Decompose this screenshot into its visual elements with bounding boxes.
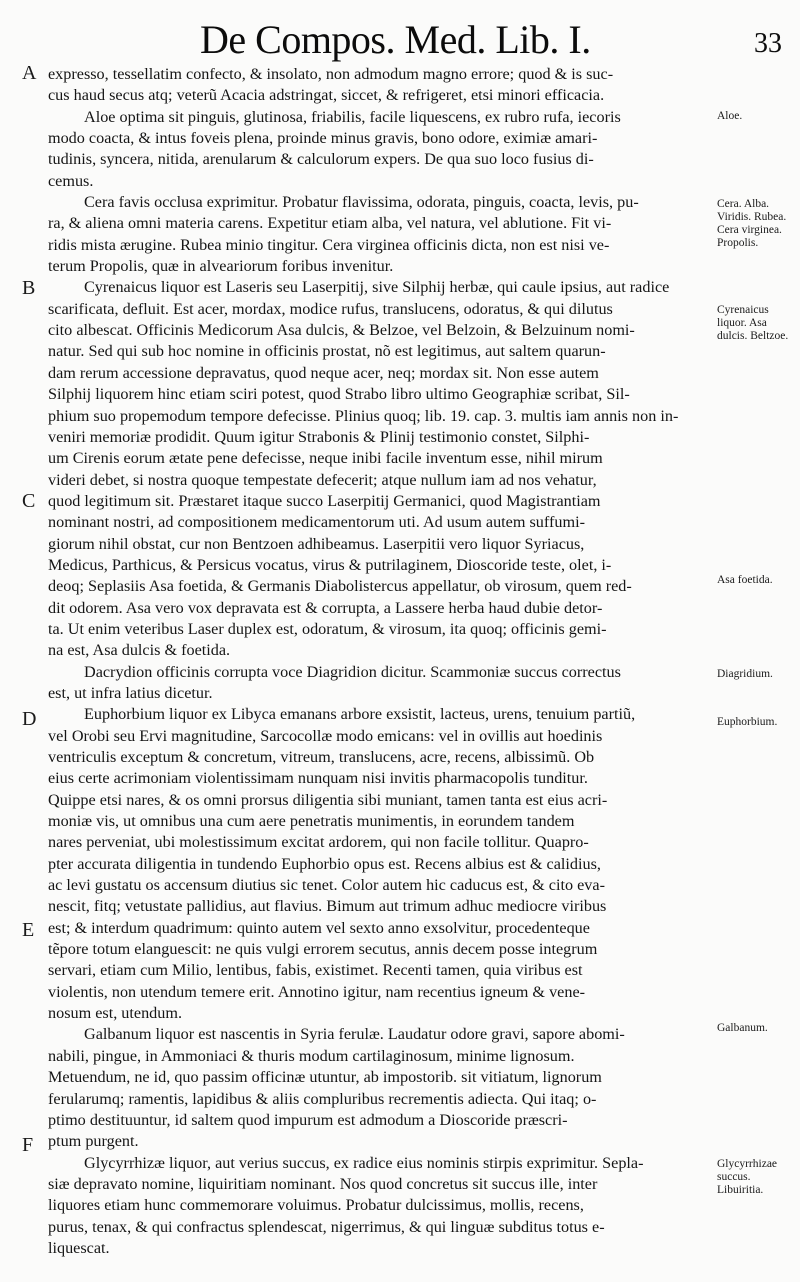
text-line: Dacrydion officinis corrupta voce Diagridion dicitur. Scammoniæ succus correctus bbox=[84, 662, 621, 681]
margin-letter-c: C bbox=[22, 490, 36, 512]
margin-note-galbanum: Galbanum. bbox=[717, 1022, 768, 1034]
paragraph-cera bbox=[48, 192, 712, 277]
text-line: Cyrenaicus liquor est Laseris seu Laserpitij, sive Silphij herbæ, qui caule ipsius, aut radice bbox=[84, 278, 670, 297]
text-line: deoq; Seplasiis Asa foetida, & Germanis Diabolistercus appellatur, ob virosum, quem red- bbox=[48, 577, 632, 596]
margin-note-asa-foetida: Asa foetida. bbox=[717, 574, 773, 586]
text-line: expresso, tessellatim confecto, & insolato, non admodum magno errore; quod & is suc- bbox=[48, 65, 614, 83]
text-line: dit odorem. Asa vero vox depravata est & corrupta, a Lassere herba haud dubie detor- bbox=[48, 598, 603, 617]
margin-letter-b: B bbox=[22, 277, 36, 299]
text-line: est; & interdum quadrimum: quinto autem vel sexto anno exsolvitur, procedenteque bbox=[48, 918, 590, 937]
text-line: purus, tenax, & qui confractus splendescat, nigerrimus, & qui linguæ subditus totus e- bbox=[48, 1217, 605, 1236]
text-line: cito albescat. Officinis Medicorum Asa dulcis, & Belzoe, vel Belzoin, & Belzuinum nomi- bbox=[48, 321, 635, 340]
text-line: liquescat. bbox=[48, 1238, 110, 1257]
text-line: natur. Sed qui sub hoc nomine in officinis prostat, nõ est legitimus, aut saltem quarun- bbox=[48, 342, 606, 361]
margin-note-aloe: Aloe. bbox=[717, 110, 743, 122]
text-line: violentis, non utendum temere erit. Annotino igitur, nam recentius igneum & vene- bbox=[48, 982, 586, 1001]
margin-note-euphorbium: Euphorbium. bbox=[717, 716, 778, 728]
text-line: tudinis, syncera, nitida, arenularum & calculorum expers. De qua suo loco fusius di- bbox=[48, 150, 594, 169]
paragraph-galbanum bbox=[48, 1024, 712, 1152]
text-line: um Cirenis eorum ætate pene defecisse, neque inibi facile inventum esse, nihil mirum bbox=[48, 449, 603, 468]
paragraph-euphorbium bbox=[48, 704, 712, 1024]
text-line: veniri memoriæ prodidit. Quum igitur Strabonis & Plinij testimonio constet, Silphi- bbox=[48, 427, 590, 446]
text-line: Silphij liquorem hinc etiam sciri potest, quod Strabo libro ultimo Geographiæ scribat, Sil- bbox=[48, 385, 630, 404]
text-line: cus haud secus atq; veterũ Acacia adstringat, siccet, & refrigeret, etsi minori efficacia. bbox=[48, 86, 605, 105]
text-line: Metuendum, ne id, quo passim officinæ utuntur, ab impostorib. sit vitiatum, lignorum bbox=[48, 1068, 602, 1087]
main-text-column bbox=[48, 64, 712, 1259]
text-line: Quippe etsi nares, & os omni prorsus diligentia sibi muniant, tamen tanta est eius acri- bbox=[48, 790, 608, 809]
text-line: tẽpore totum elanguescit: ne quis vulgi errorem secutus, annis decem posse integrum bbox=[48, 940, 598, 959]
text-line: Cera favis occlusa exprimitur. Probatur flavissima, odorata, pinguis, coacta, levis, pu- bbox=[84, 193, 639, 212]
margin-letter-d: D bbox=[22, 708, 37, 730]
text-line: liquores etiam hunc commemorare voluimus. Probatur dulcissimus, mollis, recens, bbox=[48, 1196, 584, 1215]
text-line: ta. Ut enim veteribus Laser duplex est, odoratum, & virosum, ita quoq; officinis gemi- bbox=[48, 619, 607, 638]
text-line: Glycyrrhizæ liquor, aut verius succus, ex radice eius nominis stirpis exprimitur. Sepla- bbox=[84, 1153, 644, 1172]
margin-note-diagridium: Diagridium. bbox=[717, 668, 773, 680]
margin-letter-a: A bbox=[22, 62, 37, 84]
text-line: terum Propolis, quæ in alveariorum foribus invenitur. bbox=[48, 257, 394, 276]
text-line: Aloe optima sit pinguis, glutinosa, friabilis, facile liquescens, ex rubro rufa, iecoris bbox=[84, 107, 621, 126]
text-line: ventriculis exceptum & concretum, vitreum, translucens, acre, recens, albissimũ. Ob bbox=[48, 748, 595, 766]
text-line: phium suo propemodum tempore defecisse. Plinius quoq; lib. 19. cap. 3. multis iam annis non in- bbox=[48, 406, 679, 425]
margin-note-cera: Cera. Alba. Viridis. Rubea. Cera virginea. Propolis. bbox=[717, 198, 787, 249]
margin-letter-f: F bbox=[22, 1134, 34, 1156]
text-line: eius certe acrimoniam violentissimam nunquam nisi invitis pharmacopolis tunditur. bbox=[48, 769, 588, 788]
text-line: moniæ vis, ut omnibus una cum aere penetratis munimentis, in eorundem tandem bbox=[48, 812, 575, 831]
paragraph-cyrenaicus bbox=[48, 277, 712, 661]
text-line: ridis mista ærugine. Rubea minio tingitur. Cera virginea officinis dicta, non est nisi ve- bbox=[48, 235, 610, 254]
running-title: De Compos. Med. Lib. I. bbox=[200, 17, 591, 62]
text-line: ac levi gustatu os accensum diutius sic tenet. Color autem hic caducus est, & cito eva- bbox=[48, 876, 605, 895]
text-line: videri debet, si nostra quoque tempestate defecerit; atque nullum iam ad nos vehatur, bbox=[48, 470, 597, 489]
text-line: siæ depravato nomine, liquiritiam nominant. Nos quod concretus sit succus ille, inter bbox=[48, 1174, 598, 1193]
text-line: nescit, fitq; vetustate pallidius, aut flavius. Bimum aut trimum adhuc mediocre viribus bbox=[48, 897, 607, 916]
text-line: est, ut infra latius dicetur. bbox=[48, 683, 213, 702]
paragraph-acacia-end bbox=[48, 64, 712, 107]
margin-note-cyrenaicus: Cyrenaicus liquor. Asa dulcis. Beltzoe. bbox=[717, 304, 789, 342]
text-line: quod legitimum sit. Præstaret itaque succo Laserpitij Germanici, quod Magistrantiam bbox=[48, 491, 601, 510]
text-line: ra, & aliena omni materia carens. Expetitur etiam alba, vel natura, vel ablutione. Fit vi- bbox=[48, 214, 612, 233]
page-number: 33 bbox=[754, 28, 782, 59]
page-header bbox=[0, 10, 800, 64]
text-line: nares perveniat, ubi molestissimum excitat ardorem, qui non facile tollitur. Quapro- bbox=[48, 833, 589, 852]
margin-letter-e: E bbox=[22, 919, 35, 941]
text-line: nabili, pingue, in Ammoniaci & thuris modum cartilaginosum, minime lignosum. bbox=[48, 1046, 575, 1065]
text-line: ferularumq; ramentis, lapidibus & aliis compluribus recrementis adiecta. Qui itaq; o- bbox=[48, 1089, 597, 1108]
text-line: cemus. bbox=[48, 171, 94, 190]
text-line: na est, Asa dulcis & foetida. bbox=[48, 641, 231, 660]
text-line: Galbanum liquor est nascentis in Syria ferulæ. Laudatur odore gravi, sapore abomi- bbox=[84, 1025, 625, 1044]
text-line: ptum purgent. bbox=[48, 1132, 139, 1151]
paragraph-glycyrrhiza bbox=[48, 1153, 712, 1260]
text-line: pter accurata diligentia in tundendo Euphorbio opus est. Recens albius est & calidius, bbox=[48, 854, 601, 873]
paragraph-dacrydion bbox=[48, 662, 712, 705]
text-line: nosum est, utendum. bbox=[48, 1004, 182, 1023]
paragraph-aloe bbox=[48, 107, 712, 192]
text-line: nominant nostri, ad compositionem medicamentorum uti. Ad usum autem suffumi- bbox=[48, 513, 585, 532]
text-line: dam rerum accessione depravatus, quod neque acer, neq; mordax sit. Non esse autem bbox=[48, 363, 599, 382]
text-line: giorum nihil obstat, cur non Bentzoen adhibeamus. Laserpitii vero liquor Syriacus, bbox=[48, 534, 585, 553]
text-line: modo coacta, & intus foveis plena, proinde minus gravis, bono odore, eximiæ amari- bbox=[48, 129, 598, 148]
text-line: scarificata, defluit. Est acer, mordax, modice rufus, translucens, odoratus, & qui dilutus bbox=[48, 299, 613, 318]
text-line: Medicus, Parthicus, & Persicus vocatus, virus & putrilaginem, Dioscoride teste, olet, i- bbox=[48, 555, 612, 574]
text-line: Euphorbium liquor ex Libyca emanans arbore exsistit, lacteus, urens, tenuium partiũ, bbox=[84, 705, 636, 724]
text-line: ptimo destituuntur, id saltem quod impurum est admodum a Dioscoride præscri- bbox=[48, 1110, 568, 1129]
text-line: vel Orobi seu Ervi magnitudine, Sarcocollæ modo emicans: vel in ovillis aut hoedinis bbox=[48, 726, 603, 745]
text-line: servari, etiam cum Milio, lentibus, fabis, existimet. Recenti tamen, quia viribus est bbox=[48, 961, 583, 980]
margin-note-glycyrrhiza: Glycyrrhizae succus. Libuiritia. bbox=[717, 1158, 778, 1196]
